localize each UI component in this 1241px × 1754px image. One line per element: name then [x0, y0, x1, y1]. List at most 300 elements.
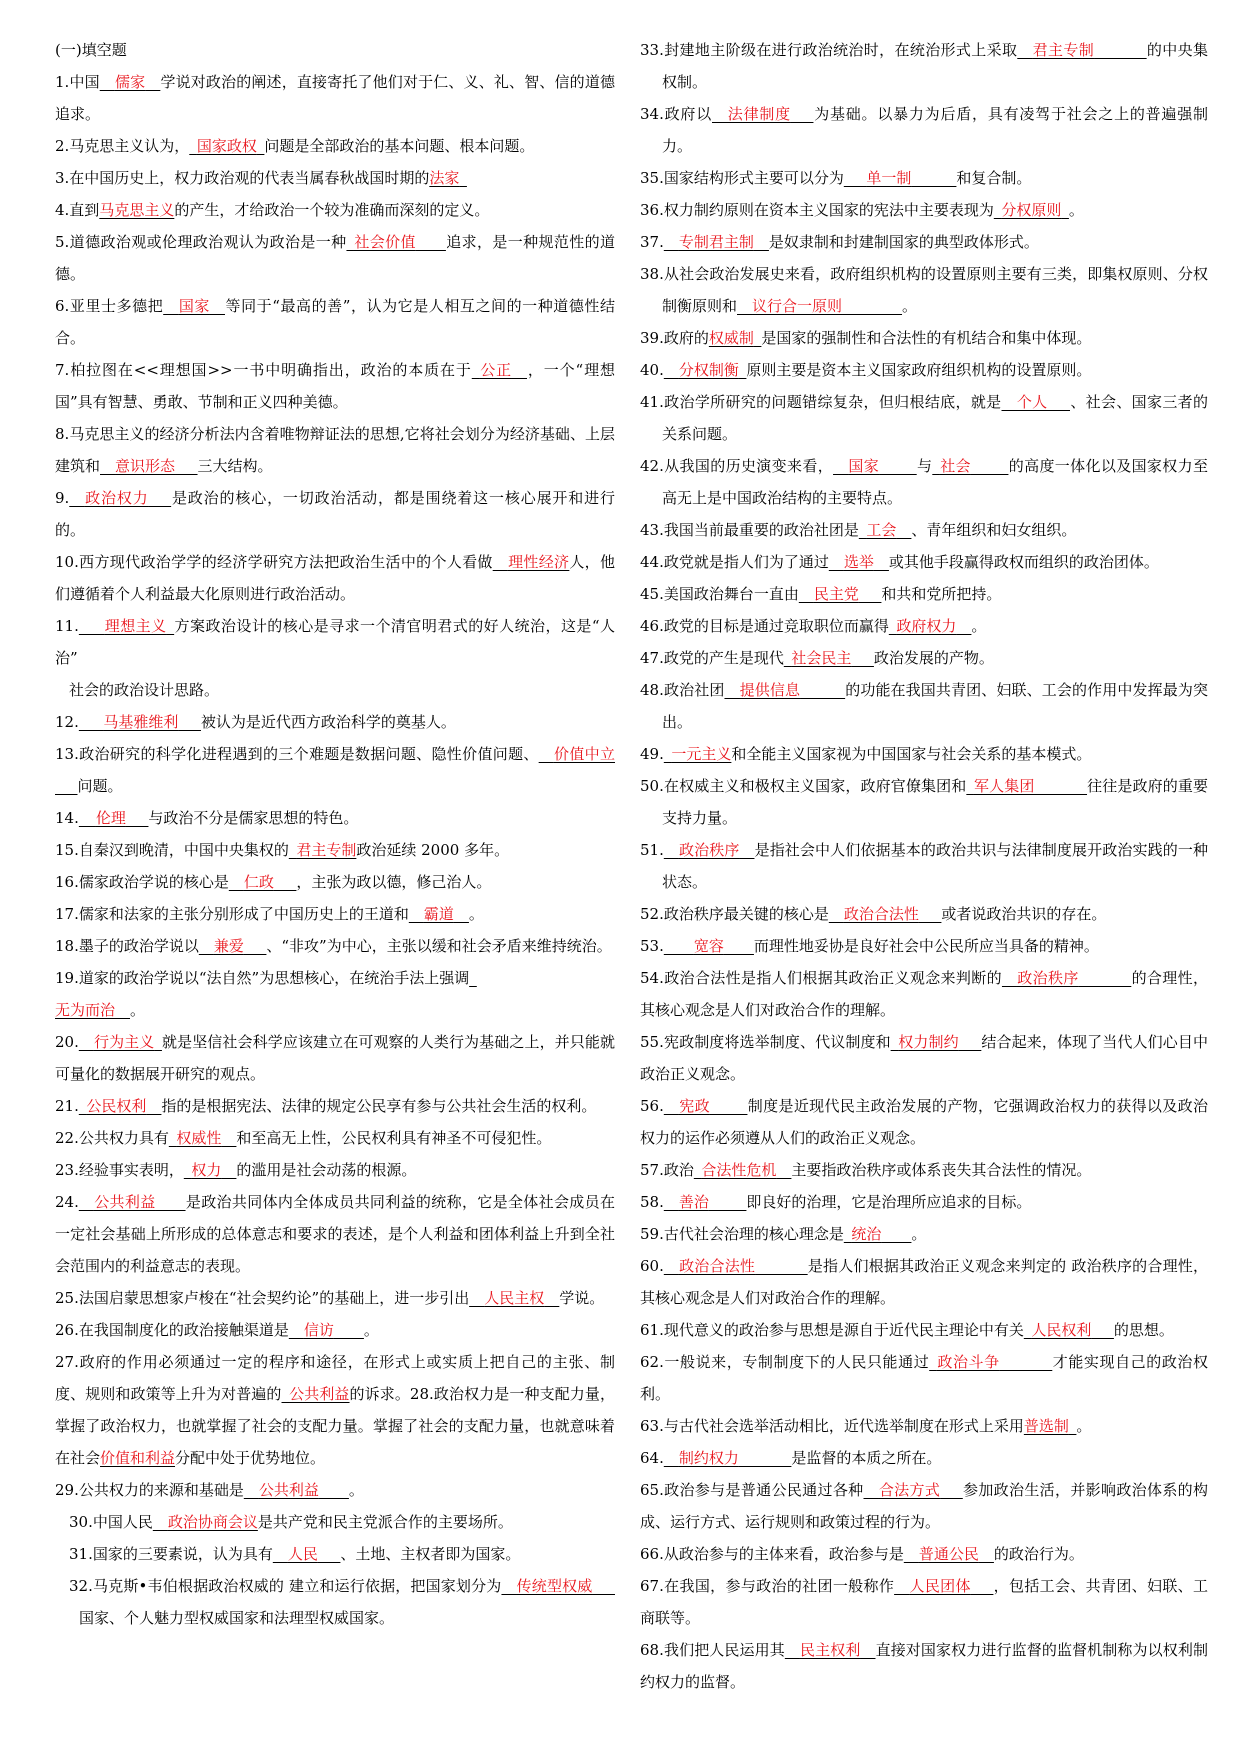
answer-text: 马基雅维利 [103, 713, 179, 731]
question-item [640, 770, 1208, 834]
question-text: 30.中国人民 [69, 1513, 153, 1531]
question-text: 25.法国启蒙思想家卢梭在“社会契约论”的基础上，进一步引出 [55, 1289, 470, 1307]
blank-line: ___ [243, 937, 267, 955]
blank-line: _____ [708, 1193, 747, 1211]
question-item [640, 1314, 1208, 1346]
blank-line: __ [712, 105, 727, 123]
question-item [640, 194, 1208, 226]
question-text: 38.从社会政治发展史来看，政府组织机构的设置原则主要有三类，即集权原则、分权制衡原则和 [640, 265, 1208, 315]
question-text: 人，他们遵循着个人利益最大化原则进行政治活动。 [55, 553, 615, 603]
question-text: 的产生，才给政治一个较为准确而深刻的定义。 [174, 201, 490, 219]
blank-line: _ [469, 969, 477, 987]
question-text: ，包括工会、共青团、妇联、工商联等。 [640, 1577, 1208, 1627]
blank-line: __ [221, 1129, 237, 1147]
answer-text: 政治秩序 [678, 841, 740, 859]
blank-line: __ [776, 1161, 792, 1179]
question-item [55, 1538, 615, 1570]
question-text: 51. [640, 841, 664, 859]
question-item [55, 706, 615, 738]
question-item [640, 450, 1208, 514]
answer-text: 君主专制 [1032, 41, 1095, 59]
answer-text: 善治 [678, 1193, 709, 1211]
answer-text: 公民权利 [86, 1097, 147, 1115]
question-text: 的功能在我国共青团、妇联、工会的作用中发挥最为突出。 [662, 681, 1208, 731]
blank-line: ___ [178, 713, 201, 731]
question-text: 66.从政治参与的主体来看，政治参与是 [640, 1545, 904, 1563]
answer-text: 合法性危机 [701, 1161, 777, 1179]
answer-text: 社会价值 [353, 233, 416, 251]
blank-line: _ [966, 777, 974, 795]
blank-line: __ [896, 521, 912, 539]
blank-line: ___ [273, 873, 297, 891]
question-item [640, 1186, 1208, 1218]
question-item [640, 1218, 1208, 1250]
blank-line: __ [228, 873, 244, 891]
question-text: 与政治不分是儒家思想的特色。 [148, 809, 359, 827]
question-text: 56. [640, 1097, 664, 1115]
blank-line: __ [860, 1641, 876, 1659]
blank-line: __ [737, 297, 753, 315]
question-text: 68.我们把人民运用其 [640, 1641, 785, 1659]
question-item [55, 1026, 615, 1090]
blank-line: ___ [148, 489, 172, 507]
question-text: 24. [55, 1193, 79, 1211]
answer-text: 分权原则 [1001, 201, 1062, 219]
question-text: 23.经验事实表明， [55, 1161, 184, 1179]
blank-line: ___ [317, 1545, 341, 1563]
question-item [640, 34, 1208, 98]
question-item [640, 1026, 1208, 1090]
question-text: 。 [911, 1225, 927, 1243]
question-item [640, 930, 1208, 962]
blank-line: __ [956, 617, 972, 635]
blank-line: __ [115, 1001, 131, 1019]
question-item [640, 1410, 1208, 1442]
question-text: 方案政治设计的核心是寻求一个清官明君式的好人统治，这是“人治” [55, 617, 615, 667]
blank-line: _ [843, 1225, 852, 1243]
question-item [640, 322, 1208, 354]
question-text: 37. [640, 233, 664, 251]
blank-line: ____ [415, 233, 446, 251]
question-text: 19.道家的政治学说以“法自然”为思想核心，在统治手法上强调 [55, 969, 470, 987]
question-text: 结合起来，体现了当代人们心目中政治正义观念。 [640, 1033, 1208, 1083]
blank-line: _ [78, 1097, 87, 1115]
question-text: 40. [640, 361, 664, 379]
blank-line: __ [78, 1033, 94, 1051]
question-text: 26.在我国制度化的政治接触渠道是 [55, 1321, 289, 1339]
question-text: 63.与古代社会选举活动相比，近代选举制度在形式上采用 [640, 1417, 1024, 1435]
blank-line: ______ [800, 681, 846, 699]
question-text: 1.中国 [55, 73, 100, 91]
blank-line: __ [863, 1481, 879, 1499]
answer-text: 权威性 [176, 1129, 222, 1147]
question-text: 18.墨子的政治学说以 [55, 937, 199, 955]
question-text: 社会的政治设计思路。 [69, 681, 220, 699]
blank-line: __ [894, 1577, 910, 1595]
right-column [640, 34, 1208, 1698]
question-text: 48.政治社团 [640, 681, 725, 699]
question-text: 64. [640, 1449, 664, 1467]
blank-line: __ [69, 489, 85, 507]
answer-text: 法律制度 [727, 105, 791, 123]
question-item [55, 674, 615, 706]
blank-line: _ [888, 617, 897, 635]
question-text: 是指社会中人们依据基本的政治共识与法律制度展开政治实践的一种状态。 [662, 841, 1208, 891]
blank-line: __ [99, 73, 115, 91]
question-text: 是监督的本质之所在。 [791, 1449, 942, 1467]
blank-line: _ [890, 1033, 899, 1051]
question-text: 11. [55, 617, 79, 635]
left-question-list [55, 66, 615, 1634]
answer-text: 社会民主 [791, 649, 852, 667]
blank-line: _ [693, 1161, 702, 1179]
blank-line: __ [453, 905, 469, 923]
answer-text: 法家 [429, 169, 460, 187]
blank-line: __ [538, 745, 554, 763]
question-text: 3.在中国历史上，权力政治观的代表当属春秋战国时期的 [55, 169, 430, 187]
question-text: 和复合制。 [956, 169, 1032, 187]
question-text: 6.亚里士多德把 [55, 297, 164, 315]
blank-line: _______ [755, 1257, 808, 1275]
question-text: 。 [468, 905, 484, 923]
answer-text: 普通公民 [918, 1545, 979, 1563]
blank-line: ___ [175, 457, 198, 475]
question-text: 14. [55, 809, 79, 827]
question-text: 5.道德政治观或伦理政治观认为政治是一种 [55, 233, 347, 251]
answer-text: 儒家 [114, 73, 146, 91]
answer-text: 专制君主制 [678, 233, 754, 251]
blank-line: __ [739, 841, 755, 859]
blank-line: _ [78, 809, 96, 827]
blank-line: __ [663, 233, 679, 251]
question-text: 7.柏拉图在<<理想国>>一书中明确指出，政治的本质在于 [55, 361, 472, 379]
question-text: 32.马克斯•韦伯根据政治权威的 建立和运行依据，把国家划分为 [69, 1577, 502, 1595]
question-text: 三大结构。 [197, 457, 273, 475]
blank-line: __ [469, 1289, 485, 1307]
question-item [640, 610, 1208, 642]
answer-text: 君主专制 [296, 841, 357, 859]
question-text: 9. [55, 489, 70, 507]
question-text: 45.美国政治舞台一直由 [640, 585, 799, 603]
question-text: 49. [640, 745, 664, 763]
blank-line: __ [828, 905, 844, 923]
blank-line: ___ [918, 905, 942, 923]
question-item [55, 1314, 615, 1346]
question-text: 27.政府的作用必须通过一定的程序和途径，在形式上或实质上把自己的主张、制度、规则和政策等上升为对普遍的 [55, 1353, 615, 1403]
question-text: 。 [348, 1481, 364, 1499]
question-text: 10.西方现代政治学学的经济学研究方法把政治生活中的个人看做 [55, 553, 493, 571]
blank-line: _ [281, 1385, 290, 1403]
question-item [55, 866, 615, 898]
answer-text: 马克思主义 [99, 201, 175, 219]
blank-line: __ [145, 73, 161, 91]
blank-line: _______ [738, 1449, 792, 1467]
blank-line: _ [929, 1353, 937, 1371]
blank-line: _ [993, 201, 1002, 219]
question-text: 是国家的强制性和合法性的有机结合和集中体现。 [761, 329, 1092, 347]
question-text: 而理性地妥协是良好社会中公民所应当具备的精神。 [753, 937, 1099, 955]
question-text: 58. [640, 1193, 664, 1211]
blank-line: _ [346, 233, 354, 251]
question-item [55, 354, 615, 418]
question-text: 13.政治研究的科学化进程遇到的三个难题是数据问题、隐性价值问题、 [55, 745, 539, 763]
blank-line: _____ [970, 457, 1009, 475]
answer-text: 议行合一原则 [752, 297, 843, 315]
question-text: 60. [640, 1257, 664, 1275]
blank-line: ____ [723, 937, 754, 955]
blank-line: __ [724, 681, 740, 699]
question-text: 34.政府以 [640, 105, 712, 123]
question-text: 的合理性，其核心观念是人们对政治合作的理解。 [640, 969, 1208, 1019]
blank-line: _ [166, 617, 175, 635]
question-item [55, 546, 615, 610]
blank-line: __ [798, 585, 814, 603]
question-item [640, 546, 1208, 578]
blank-line: __ [663, 1257, 679, 1275]
blank-line: ____ [318, 1481, 349, 1499]
question-item [640, 834, 1208, 898]
question-item [55, 1282, 615, 1314]
question-text: 35.国家结构形式主要可以分为 [640, 169, 844, 187]
question-item [55, 226, 615, 290]
question-item [55, 1154, 615, 1186]
question-item [640, 162, 1208, 194]
question-text: 4.直到 [55, 201, 100, 219]
question-item [55, 1122, 615, 1154]
blank-line: _ [858, 521, 867, 539]
answer-text: 人民团体 [909, 1577, 971, 1595]
answer-text: 价值中立 [553, 745, 615, 763]
blank-line: _______ [999, 1353, 1053, 1371]
answer-text: 政治斗争 [936, 1353, 1000, 1371]
question-item [55, 162, 615, 194]
blank-line: _______ [1034, 777, 1088, 795]
answer-text: 工会 [866, 521, 897, 539]
question-item [55, 482, 615, 546]
blank-line: _ [738, 361, 747, 379]
blank-line: _ [288, 841, 297, 859]
question-item [55, 834, 615, 866]
question-item [55, 66, 615, 130]
blank-line: _ [459, 169, 467, 187]
answer-text: 人民主权 [484, 1289, 545, 1307]
answer-text: 国家政权 [196, 137, 257, 155]
question-text: 是奴隶制和封建制国家的典型政体形式。 [768, 233, 1039, 251]
question-text: 55.宪政制度将选举制度、代议制度和 [640, 1033, 891, 1051]
blank-line: __ [873, 553, 889, 571]
answer-text: 权力 [191, 1161, 222, 1179]
question-text: 44.政党就是指人们为了通过 [640, 553, 829, 571]
question-text: 的滥用是社会动荡的根源。 [236, 1161, 417, 1179]
blank-line: _ [663, 745, 672, 763]
question-text: 22.公共权力具有 [55, 1129, 169, 1147]
answer-text: 军人集团 [973, 777, 1035, 795]
blank-line: _ [1061, 201, 1069, 219]
blank-line: __ [663, 361, 679, 379]
question-text: 的思想。 [1113, 1321, 1174, 1339]
question-text: 12. [55, 713, 79, 731]
question-item [55, 1506, 615, 1538]
question-text: 参加政治生活，并影响政治体系的构成、运行方式、运行规则和政策过程的行为。 [640, 1481, 1208, 1531]
question-text: 。 [1076, 1417, 1092, 1435]
question-item [55, 1474, 615, 1506]
answer-text: 政治合法性 [678, 1257, 756, 1275]
question-item [55, 610, 615, 674]
question-text: 原则主要是资本主义国家政府组织机构的设置原则。 [746, 361, 1092, 379]
left-column [55, 34, 615, 1634]
question-item [55, 898, 615, 930]
blank-line: ___ [970, 1577, 994, 1595]
question-text: 17.儒家和法家的主张分别形成了中国历史上的王道和 [55, 905, 409, 923]
question-text: 、土地、主权者即为国家。 [340, 1545, 521, 1563]
question-text: 主要指政治秩序或体系丧失其合法性的情况。 [791, 1161, 1092, 1179]
blank-line: _ [189, 137, 197, 155]
blank-line: ____ [881, 1225, 912, 1243]
answer-text: 宪政 [678, 1097, 710, 1115]
question-item [640, 1474, 1208, 1538]
question-text: 和全能主义国家视为中国国家与社会关系的基本模式。 [731, 745, 1092, 763]
blank-line: ________ [842, 297, 903, 315]
answer-text: 合法方式 [878, 1481, 941, 1499]
question-text: 追求，是一种规范性的道德。 [55, 233, 615, 283]
question-item [640, 642, 1208, 674]
question-text: 2.马克思主义认为， [55, 137, 190, 155]
question-item [640, 1154, 1208, 1186]
answer-text: 宽容 [693, 937, 724, 955]
answer-text: 统治 [851, 1225, 882, 1243]
question-text: 。 [902, 297, 918, 315]
question-text: 制度是近现代民主政治发展的产物，它强调政治权力的获得以及政治权力的运作必须遵从人们的政治正义观念。 [640, 1097, 1208, 1147]
blank-line: __ [784, 1641, 800, 1659]
question-text: 学说。 [559, 1289, 605, 1307]
question-item [640, 386, 1208, 450]
blank-line: ____ [155, 1193, 186, 1211]
question-item [55, 1346, 615, 1474]
blank-line: _______ [1094, 41, 1147, 59]
blank-line: _ [783, 649, 792, 667]
question-text: 20. [55, 1033, 79, 1051]
question-text: 或者说政治共识的存在。 [941, 905, 1107, 923]
question-text: 被认为是近代西方政治科学的奠基人。 [200, 713, 456, 731]
question-text: 是政治共同体内全体成员共同利益的统称，它是全体社会成员在一定社会基础上所形成的总体意志和要求的表述，是个人利益和团体利益上升到全社会范围内的利益意志的表现。 [55, 1193, 615, 1275]
answer-text: 单一制 [866, 169, 912, 187]
blank-line: __ [209, 297, 225, 315]
question-text: 政治延续 2000 多年。 [356, 841, 510, 859]
answer-text: 公共利益 [289, 1385, 350, 1403]
answer-text: 普选制 [1023, 1417, 1069, 1435]
answer-text: 政治权力 [84, 489, 149, 507]
blank-line: __ [753, 233, 769, 251]
question-text: ，主张为政以德，修己治人。 [296, 873, 492, 891]
question-item [640, 898, 1208, 930]
question-item [55, 994, 615, 1026]
blank-line: _ [256, 137, 265, 155]
blank-line: __ [221, 1161, 237, 1179]
question-text: 是共产党和民主党派合作的主要场所。 [257, 1513, 513, 1531]
question-text: 是指人们根据其政治正义观念来判定的 政治秩序的合理性，其核心观念是人们对政治合作的理解。 [640, 1257, 1208, 1307]
question-item [640, 1090, 1208, 1154]
question-text: 65.政治参与是普通公民通过各种 [640, 1481, 864, 1499]
answer-text: 政治合法性 [843, 905, 919, 923]
question-text: 政治发展的产物。 [873, 649, 994, 667]
question-text: 67.在我国，参与政治的社团一般称作 [640, 1577, 895, 1595]
answer-text: 权力制约 [898, 1033, 959, 1051]
blank-line: ___ [858, 585, 882, 603]
question-text: 16.儒家政治学说的核心是 [55, 873, 229, 891]
answer-text: 理性经济 [507, 553, 570, 571]
blank-line: _ [154, 1033, 162, 1051]
blank-line: _ [1023, 1321, 1032, 1339]
question-text: 和共和党所把持。 [881, 585, 1002, 603]
question-text: 才能实现自己的政治权利。 [640, 1353, 1208, 1403]
question-text: 的高度一体化以及国家权力至高无上是中国政治结构的主要特点。 [662, 457, 1208, 507]
blank-line: __ [1001, 969, 1017, 987]
question-item [640, 1250, 1208, 1314]
answer-text: 公共利益 [93, 1193, 156, 1211]
question-item [640, 514, 1208, 546]
question-text: 、“非攻”为中心，主张以缓和社会矛盾来维持统治。 [266, 937, 612, 955]
answer-text: 国家 [178, 297, 210, 315]
blank-line: __ [828, 553, 844, 571]
question-item [640, 1538, 1208, 1570]
answer-text: 传统型权威 [516, 1577, 593, 1595]
question-text: 等同于“最高的善”，认为它是人相互之间的一种道德性结合。 [55, 297, 615, 347]
question-text: 59.古代社会治理的核心理念是 [640, 1225, 844, 1243]
question-text: 53. [640, 937, 664, 955]
blank-line: ______ [911, 169, 957, 187]
blank-line: ___ [1091, 1321, 1114, 1339]
answer-text: 政治协商会议 [167, 1513, 258, 1531]
question-text: 指的是根据宪法、法律的规定公民享有参与公共社会生活的权利。 [161, 1097, 597, 1115]
blank-line: __ [288, 1321, 304, 1339]
question-item [55, 290, 615, 354]
question-text: 的中央集权制。 [662, 41, 1208, 91]
answer-text: 人民 [287, 1545, 318, 1563]
question-text: 往往是政府的重要支持力量。 [662, 777, 1208, 827]
blank-line: ____ [333, 1321, 364, 1339]
blank-line: _ [168, 1129, 177, 1147]
answer-text: 理想主义 [104, 617, 167, 635]
blank-line: __ [78, 1193, 94, 1211]
answer-text: 分权制衡 [678, 361, 739, 379]
question-text: 29.公共权力的来源和基础是 [55, 1481, 244, 1499]
answer-text: 信访 [303, 1321, 334, 1339]
question-text: 即良好的治理，它是治理所应追求的目标。 [746, 1193, 1032, 1211]
blank-line: __ [272, 1545, 288, 1563]
question-text: 。 [971, 617, 987, 635]
question-text: 和至高无上性，公民权利具有神圣不可侵犯性。 [236, 1129, 552, 1147]
question-item [640, 962, 1208, 1026]
answer-text: 价值和利益 [100, 1449, 176, 1467]
answer-text: 行为主义 [93, 1033, 155, 1051]
question-item [55, 738, 615, 802]
question-text: 54.政治合法性是指人们根据其政治正义观念来判断的 [640, 969, 1002, 987]
question-text: 国家、个人魅力型权威国家和法理型权威国家。 [79, 1609, 395, 1627]
blank-line: __ [146, 1097, 162, 1115]
blank-line: __ [501, 1577, 517, 1595]
blank-line: __ [544, 1289, 560, 1307]
question-text: 50.在权威主义和极权主义国家，政府官僚集团和 [640, 777, 967, 795]
question-item [55, 1570, 615, 1634]
question-text: 的诉求。28.政治权力是一种支配力量，掌握了政治权力，也就掌握了社会的支配力量。掌握了社会的支配力量，也就意味着在社会 [55, 1385, 615, 1467]
question-text: 。 [1068, 201, 1084, 219]
question-text: 。 [130, 1001, 146, 1019]
blank-line: ___ [958, 1033, 982, 1051]
blank-line: __ [1017, 41, 1033, 59]
answer-text: 伦理 [95, 809, 126, 827]
question-text: 是政治的核心，一切政治活动，都是围绕着这一核心展开和进行的。 [55, 489, 615, 539]
question-text: 。 [363, 1321, 379, 1339]
